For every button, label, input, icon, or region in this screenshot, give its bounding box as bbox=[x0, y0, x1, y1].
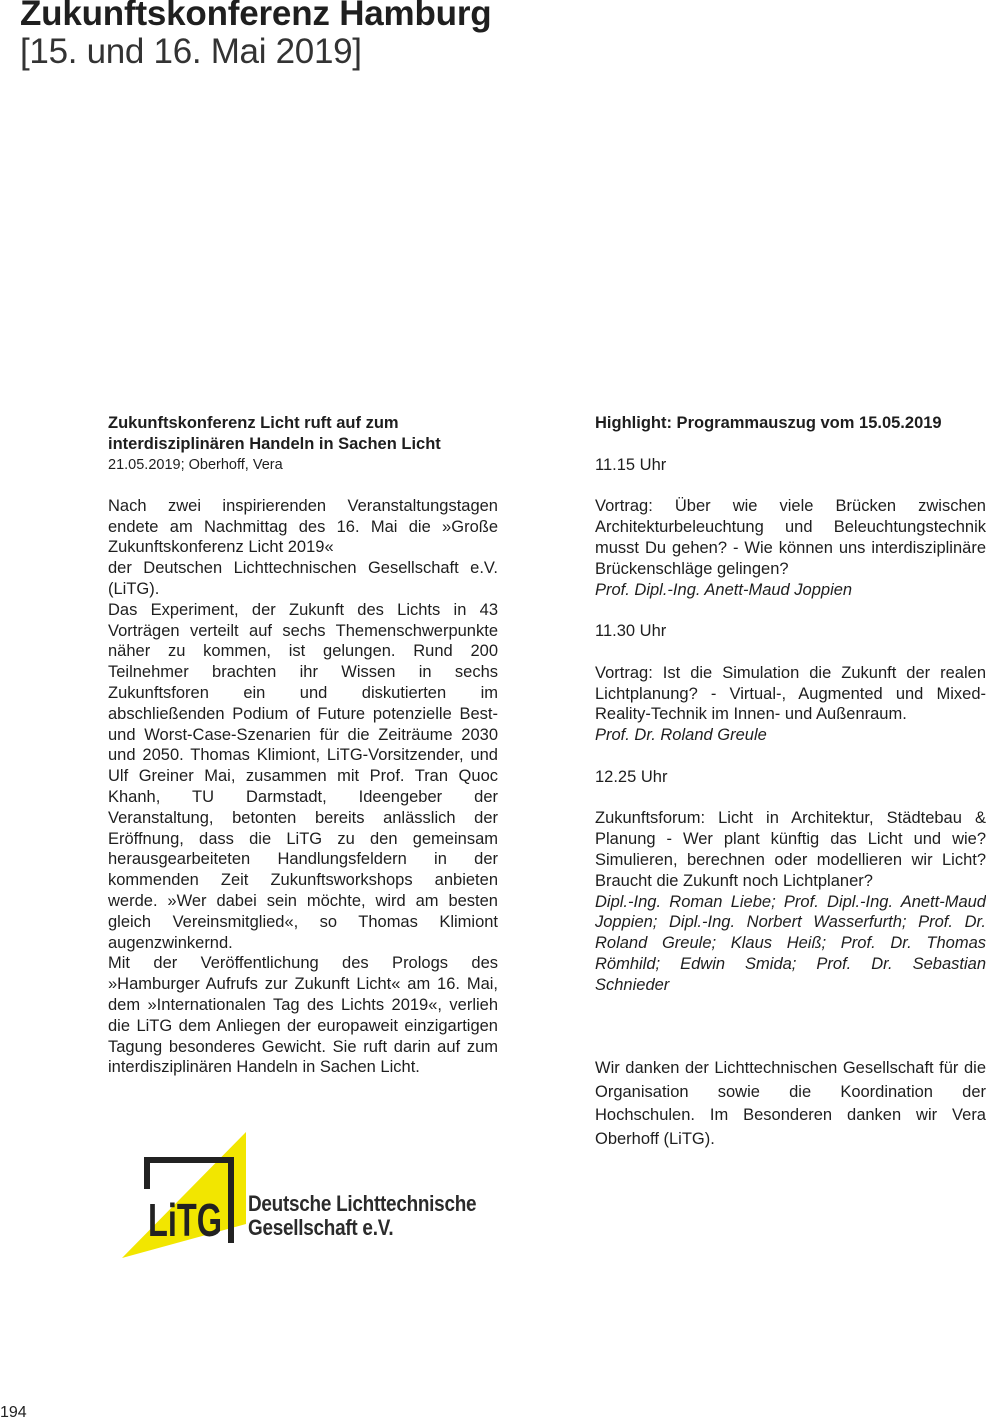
program-talk: Zukunftsforum: Licht in Architektur, Städtebau & Planung - Wer plant künftig das Licht und wie? Simulieren, berechnen oder modellieren wir Licht? Braucht die Zukunft noch Lichtplaner? bbox=[595, 809, 986, 890]
logo-line-2: Gesellschaft e.V. bbox=[248, 1215, 394, 1240]
svg-text:LiTG: LiTG bbox=[148, 1194, 222, 1246]
program-speakers: Prof. Dipl.-Ing. Anett-Maud Joppien bbox=[595, 580, 853, 599]
program-heading: Highlight: Programmauszug vom 15.05.2019 bbox=[595, 414, 942, 432]
program-speakers: Prof. Dr. Roland Greule bbox=[595, 726, 767, 745]
program-time: 11.30 Uhr bbox=[595, 622, 667, 641]
article-title: Zukunftskonferenz Licht ruft auf zum interdisziplinären Handeln in Sachen Licht bbox=[108, 414, 441, 453]
logo-text bbox=[248, 1192, 476, 1240]
program-time: 12.25 Uhr bbox=[595, 767, 668, 786]
page-number: 194 bbox=[0, 1404, 27, 1421]
program-speakers: Dipl.-Ing. Roman Liebe; Prof. Dipl.-Ing. Anett-Maud Joppien; Dipl.-Ing. Norbert Wasserfurth; Prof. Dr. Roland Greule; Klaus Heiß; Prof. Dr. Thomas Römhild; Edwin Smida; Prof. Dr. Sebastian Schnieder bbox=[595, 892, 986, 994]
litg-logo bbox=[118, 1132, 512, 1282]
article-column bbox=[108, 413, 498, 1078]
article-meta: 21.05.2019; Oberhoff, Vera bbox=[108, 457, 283, 473]
page-subtitle: [15. und 16. Mai 2019] bbox=[20, 32, 362, 71]
program-talk: Vortrag: Über wie viele Brücken zwischen Architekturbeleuchtung und Beleuchtungstechnik musst Du gehen? - Wie können uns interdisziplinäre Brückenschläge gelingen? bbox=[595, 497, 986, 578]
thanks-note: Wir danken der Lichttechnischen Gesellschaft für die Organisation sowie die Koordination der Hochschulen. Im Besonderen danken wir Vera Oberhoff (LiTG). bbox=[595, 1059, 986, 1148]
article-paragraph: Nach zwei inspirierenden Veranstaltungstagen endete am Nachmittag des 16. Mai die »Große Zukunftskonferenz Licht 2019« bbox=[108, 496, 498, 557]
page-title: Zukunftskonferenz Hamburg bbox=[20, 0, 492, 33]
article-body bbox=[108, 496, 498, 1078]
article-paragraph: Das Experiment, der Zukunft des Lichts in 43 Vorträgen verteilt auf sechs Themenschwerpunkte näher zu kommen, ist gelungen. Rund 200 Teilnehmer brachten ihr Wissen in sechs Zukunftsforen ein und diskutierten im abschließenden Podium of Future potenzielle Best- und Worst-Case-Szenarien für die Zeiträume 2030 und 2050. Thomas Klimiont, LiTG-Vorsitzender, und Ulf Greiner Mai, zusammen mit Prof. Tran Quoc Khanh, TU Darmstadt, Ideengeber der Veranstaltung, betonten bereits anlässlich der Eröffnung, dass die LiTG zu den gemeinsam herausgearbeiteten Handlungsfeldern in der kommenden Zeit Zukunftsworkshops anbieten werde. »Wer dabei sein möchte, wird am besten gleich Vereinsmitglied«, so Thomas Klimiont augenzwinkernd. bbox=[108, 600, 498, 952]
logo-line-1: Deutsche Lichttechnische bbox=[248, 1191, 477, 1216]
program-talk: Vortrag: Ist die Simulation die Zukunft der realen Lichtplanung? - Virtual-, Augmented und Mixed-Reality-Technik im Innen- und Außenraum. bbox=[595, 663, 986, 724]
article-paragraph: Mit der Veröffentlichung des Prologs des »Hamburger Aufrufs zur Zukunft Licht« am 16. Mai, dem »Internationalen Tag des Lichts 2019«, verlieh die LiTG dem Anliegen der europaweit einzigartigen Tagung besonderes Gewicht. Sie ruft darin auf zum interdisziplinären Handeln in Sachen Licht. bbox=[108, 954, 498, 1077]
article-paragraph: der Deutschen Lichttechnischen Gesellschaft e.V. (LiTG). bbox=[108, 559, 498, 598]
program-time: 11.15 Uhr bbox=[595, 455, 667, 474]
program-column bbox=[595, 413, 986, 1151]
